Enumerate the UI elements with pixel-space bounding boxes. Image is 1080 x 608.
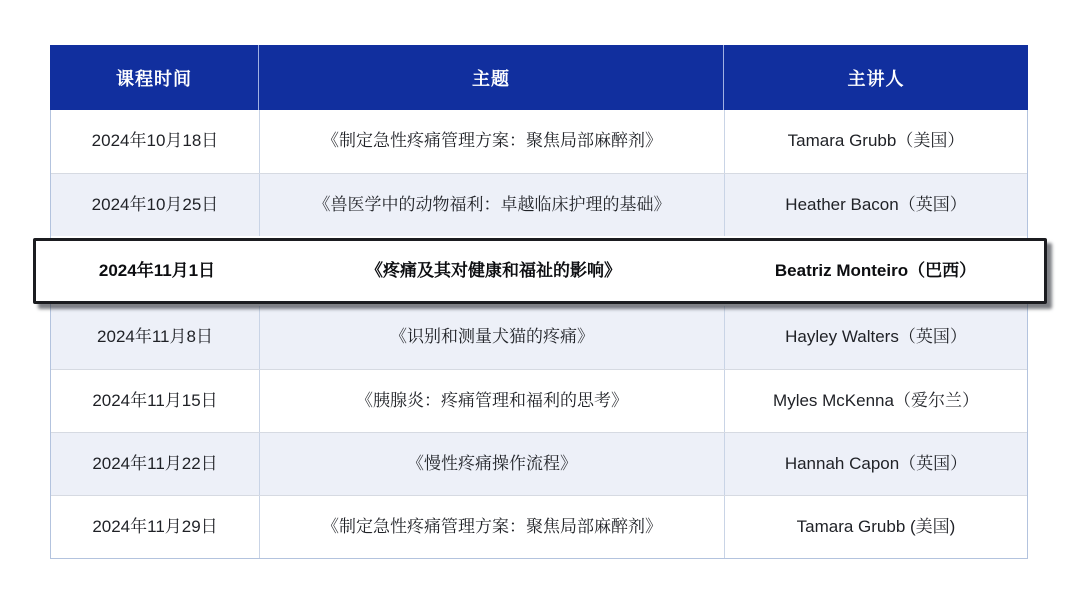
speaker-cell: Hayley Walters（英国）: [724, 306, 1027, 369]
table-row-highlighted: [33, 238, 1047, 304]
table-row: [51, 173, 1027, 236]
table-row: [51, 369, 1027, 432]
speaker-cell: Heather Bacon（英国）: [724, 174, 1027, 236]
header-topic: 主题: [258, 45, 723, 110]
topic-cell: 《制定急性疼痛管理方案：聚焦局部麻醉剂》: [259, 496, 724, 558]
table-header-row: [50, 45, 1028, 110]
course-date-cell: 2024年11月8日: [97, 327, 213, 347]
topic-cell: 《疼痛及其对健康和福祉的影响》: [366, 260, 621, 280]
header-course-time: 课程时间: [116, 68, 192, 89]
table-row: [51, 432, 1027, 495]
topic-cell: 《胰腺炎：疼痛管理和福利的思考》: [259, 370, 724, 432]
speaker-cell: Beatriz Monteiro（巴西）: [774, 260, 977, 280]
course-schedule-table: [50, 45, 1028, 559]
topic-cell: 《慢性疼痛操作流程》: [259, 433, 724, 495]
speaker-cell: Myles McKenna（爱尔兰）: [724, 370, 1027, 432]
table-body: [51, 110, 1027, 558]
header-speaker: 主讲人: [723, 45, 1028, 110]
course-date-cell: 2024年10月25日: [91, 194, 219, 214]
topic-cell: 《识别和测量犬猫的疼痛》: [259, 306, 724, 369]
course-date-cell: 2024年10月18日: [91, 131, 219, 151]
topic-cell: 《兽医学中的动物福利：卓越临床护理的基础》: [259, 174, 724, 236]
speaker-cell: Hannah Capon（英国）: [724, 433, 1027, 495]
course-date-cell: 2024年11月22日: [92, 453, 218, 473]
course-date-cell: 2024年11月1日: [98, 260, 216, 280]
table-row: [51, 495, 1027, 558]
table-row: [51, 306, 1027, 369]
table-row: [51, 110, 1027, 173]
course-date-cell: 2024年11月15日: [92, 390, 218, 410]
topic-cell: 《制定急性疼痛管理方案：聚焦局部麻醉剂》: [259, 110, 724, 173]
course-date-cell: 2024年11月29日: [92, 516, 218, 536]
speaker-cell: Tamara Grubb（美国）: [724, 110, 1027, 173]
speaker-cell: Tamara Grubb (美国): [724, 496, 1027, 558]
